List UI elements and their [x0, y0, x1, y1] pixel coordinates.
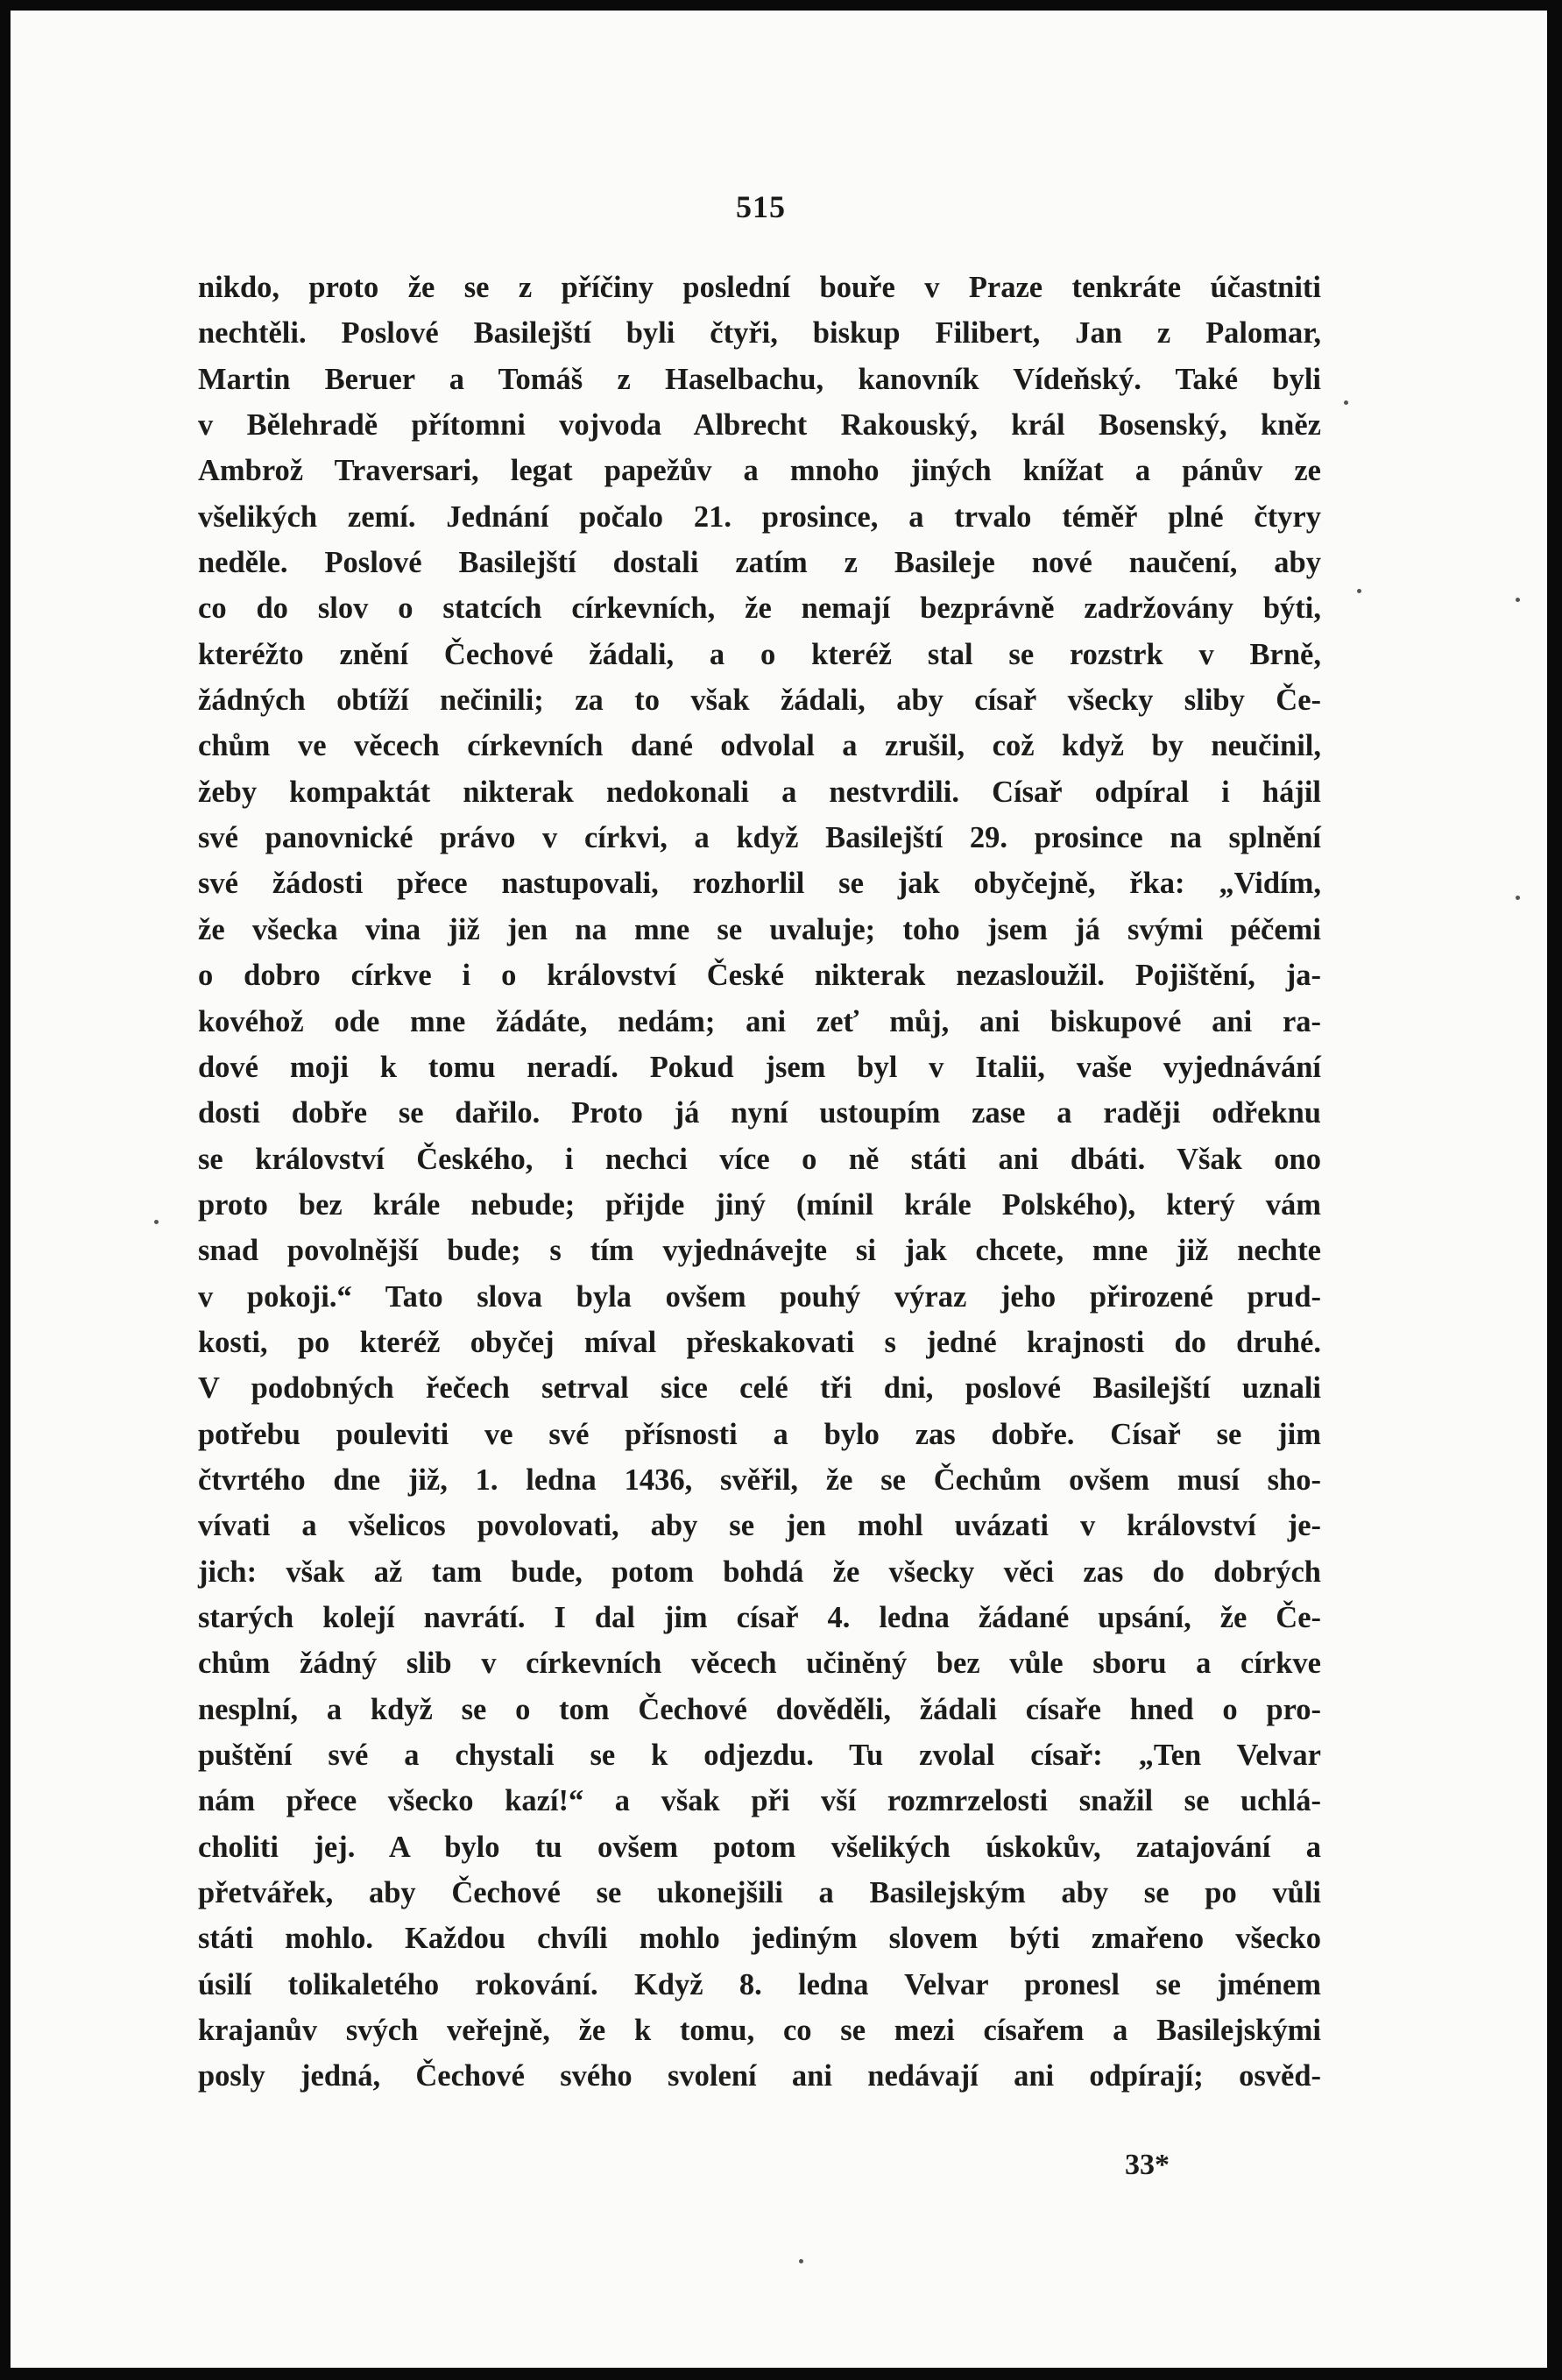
signature-mark: 33* [1125, 2149, 1170, 2181]
text-line: že všecka vina již jen na mne se uvaluje; toho jsem já svými péčemi [198, 912, 1321, 946]
text-line: Martin Beruer a Tomáš z Haselbachu, kanovník Vídeňský. Také byli [198, 362, 1321, 396]
text-line: jich: však až tam bude, potom bohdá že všecky věci zas do dobrých [198, 1555, 1321, 1589]
text-line: žádných obtíží nečinili; za to však žádali, aby císař všecky sliby Če- [198, 684, 1321, 718]
text-line: kovéhož ode mne žádáte, nedám; ani zeť můj, ani biskupové ani ra- [198, 1004, 1321, 1038]
text-line: v Bělehradě přítomni vojvoda Albrecht Rakouský, král Bosenský, kněz [198, 408, 1321, 443]
text-line: chům ve věcech církevních dané odvolal a zrušil, což když by neučinil, [198, 729, 1321, 763]
text-line: starých kolejí navrátí. I dal jim císař 4. ledna žádané upsání, že Če- [198, 1600, 1321, 1634]
text-line: o dobro církve i o království České nikterak nezasloužil. Pojištění, ja- [198, 959, 1321, 993]
text-line: neděle. Poslové Basilejští dostali zatím z Basileje nové naučení, aby [198, 546, 1321, 580]
text-line: v pokoji.“ Tato slova byla ovšem pouhý výraz jeho přirozené prud- [198, 1279, 1321, 1314]
text-line: kosti, po kteréž obyčej míval přeskakovati s jedné krajnosti do druhé. [198, 1325, 1321, 1359]
print-speck [1516, 896, 1520, 900]
text-line: čtvrtého dne již, 1. ledna 1436, svěřil, že se Čechům ovšem musí sho- [198, 1463, 1321, 1497]
text-line: puštění své a chystali se k odjezdu. Tu zvolal císař: „Ten Velvar [198, 1739, 1321, 1772]
body-text [198, 265, 1321, 2100]
text-line: nikdo, proto že se z příčiny poslední bouře v Praze tenkráte účastniti [198, 271, 1321, 304]
text-line: choliti jej. A bylo tu ovšem potom všelikých úskokův, zatajování a [198, 1830, 1321, 1864]
text-line: Ambrož Traversari, legat papežův a mnoho jiných knížat a pánův ze [198, 454, 1321, 488]
text-line: nechtěli. Poslové Basilejští byli čtyři, biskup Filibert, Jan z Palomar, [198, 316, 1321, 351]
print-speck [1516, 598, 1520, 602]
text-line: V podobných řečech setrval sice celé tři dni, poslové Basilejští uznali [198, 1371, 1321, 1406]
text-line: chům žádný slib v církevních věcech učiněný bez vůle sboru a církve [198, 1647, 1321, 1681]
print-speck [1357, 589, 1361, 593]
text-line: nesplní, a když se o tom Čechové dověděli, žádali císaře hned o pro- [198, 1692, 1321, 1726]
text-line: státi mohlo. Každou chvíli mohlo jediným slovem býti zmařeno všecko [198, 1922, 1321, 1956]
text-line: kteréžto znění Čechové žádali, a o kteréž stal se rozstrk v Brně, [198, 637, 1321, 671]
text-line: krajanův svých veřejně, že k tomu, co se mezi císařem a Basilejskými [198, 2014, 1321, 2048]
book-page [11, 11, 1547, 2368]
text-line: dové moji k tomu neradí. Pokud jsem byl v Italii, vaše vyjednávání [198, 1050, 1321, 1084]
text-line: přetvářek, aby Čechové se ukonejšili a Basilejským aby se po vůli [198, 1876, 1321, 1910]
text-line: nám přece všecko kazí!“ a však při vší rozmrzelosti snažil se uchlá- [198, 1784, 1321, 1818]
print-speck [799, 2259, 803, 2263]
print-speck [1344, 400, 1348, 405]
text-line: proto bez krále nebude; přijde jiný (mínil krále Polského), který vám [198, 1187, 1321, 1222]
text-line: dosti dobře se dařilo. Proto já nyní ustoupím zase a raději odřeknu [198, 1096, 1321, 1130]
text-line: se království Českého, i nechci více o ně státi ani dbáti. Však ono [198, 1142, 1321, 1176]
text-line: všelikých zemí. Jednání počalo 21. prosince, a trvalo téměř plné čtyry [198, 499, 1321, 534]
text-line: vívati a všelicos povolovati, aby se jen mohl uvázati v království je- [198, 1509, 1321, 1543]
text-line: žeby kompaktát nikterak nedokonali a nestvrdili. Císař odpíral i hájil [198, 775, 1321, 809]
text-line: své panovnické právo v církvi, a když Basilejští 29. prosince na splnění [198, 821, 1321, 855]
text-line: snad povolnější bude; s tím vyjednávejte si jak chcete, mne již nechte [198, 1234, 1321, 1268]
page-number: 515 [736, 189, 786, 224]
text-line: co do slov o statcích církevních, že nemají bezprávně zadržovány býti, [198, 591, 1321, 626]
print-speck [154, 1220, 159, 1224]
text-line: své žádosti přece nastupovali, rozhorlil se jak obyčejně, řka: „Vidím, [198, 867, 1321, 901]
text-line: potřebu pouleviti ve své přísnosti a bylo zas dobře. Císař se jim [198, 1417, 1321, 1451]
text-line: úsilí tolikaletého rokování. Když 8. ledna Velvar pronesl se jménem [198, 1967, 1321, 2001]
text-line: posly jedná, Čechové svého svolení ani nedávají ani odpírají; osvěd- [198, 2059, 1321, 2093]
